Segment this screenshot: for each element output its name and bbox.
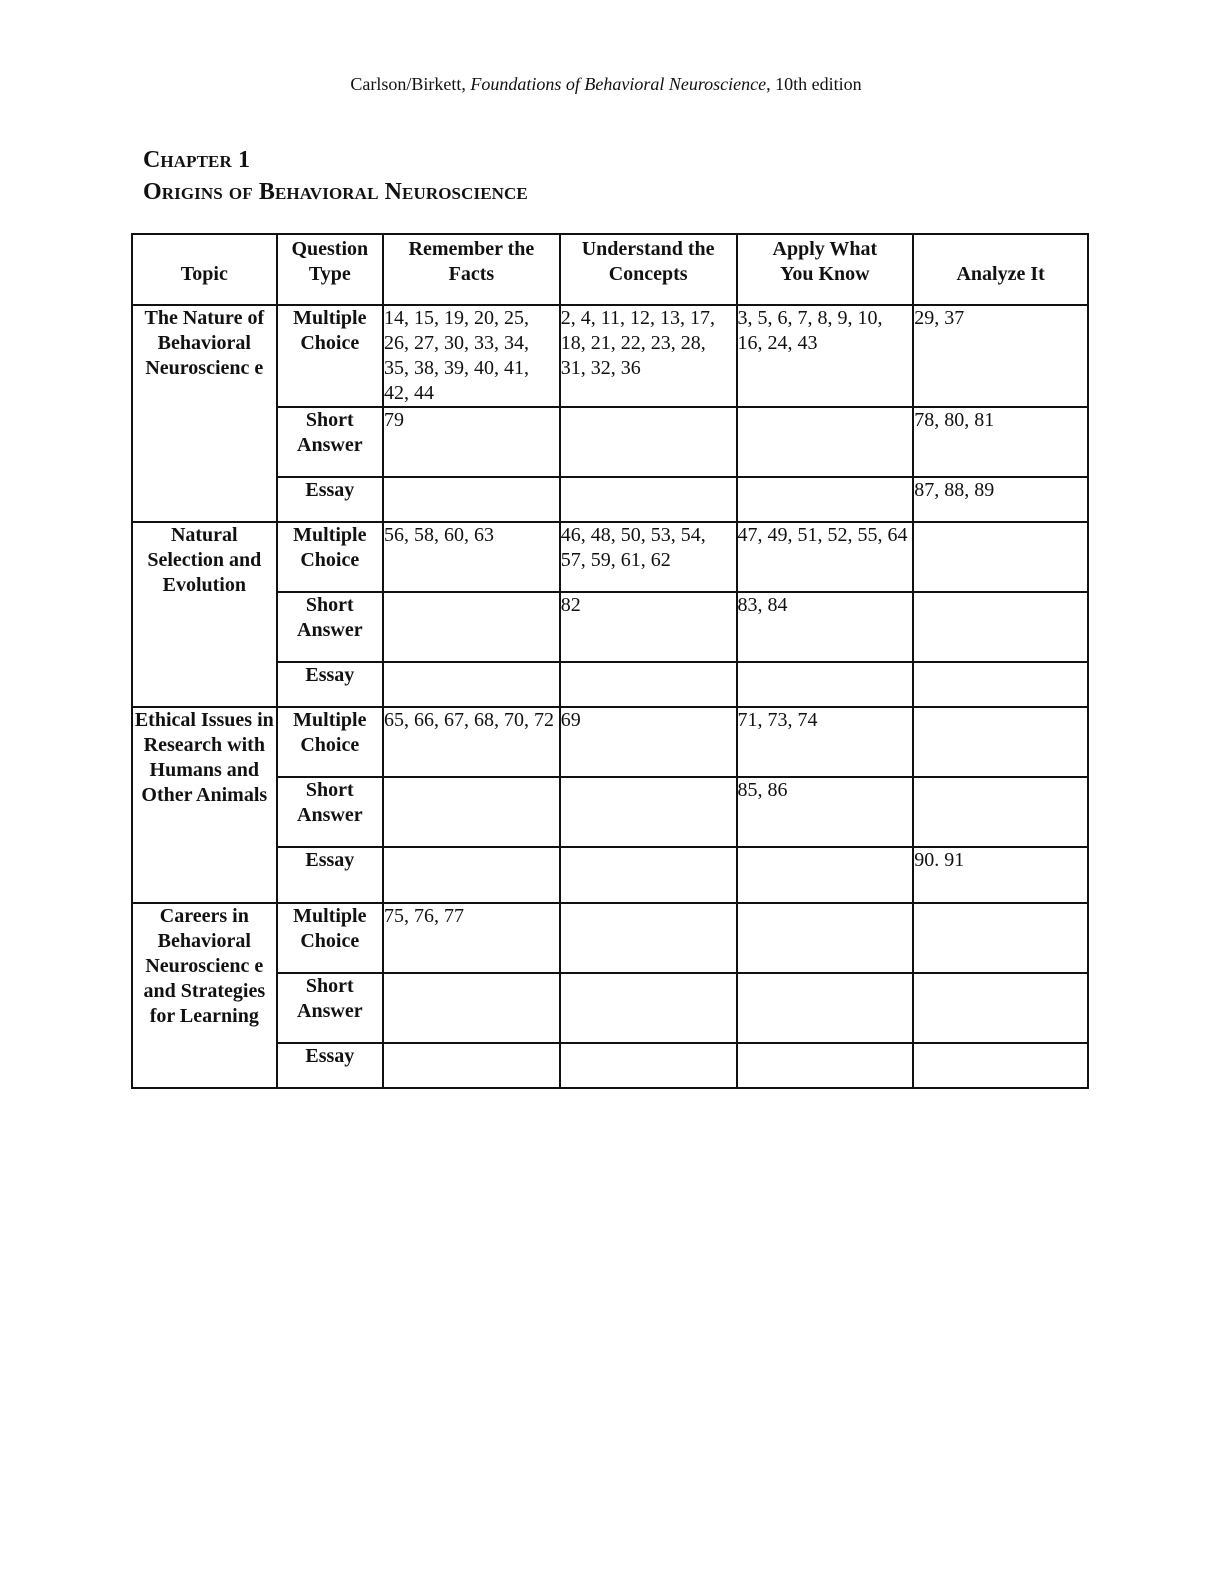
- qtype-essay: Essay: [277, 477, 383, 522]
- header-book-title: Foundations of Behavioral Neuroscience: [470, 74, 767, 94]
- cell-analyze: [913, 522, 1088, 592]
- qtype-essay: Essay: [277, 1043, 383, 1088]
- cell-apply: [737, 973, 914, 1043]
- cell-analyze: [913, 903, 1088, 973]
- cell-remember: [383, 477, 560, 522]
- cell-remember: 56, 58, 60, 63: [383, 522, 560, 592]
- table-row: [132, 903, 1088, 973]
- header-topic: Topic: [132, 234, 277, 305]
- cell-remember: [383, 1043, 560, 1088]
- qtype-short-answer: Short Answer: [277, 973, 383, 1043]
- cell-analyze: [913, 973, 1088, 1043]
- cell-analyze: [913, 777, 1088, 847]
- cell-understand: [560, 407, 737, 477]
- cell-remember: 75, 76, 77: [383, 903, 560, 973]
- header-row: [132, 234, 1088, 305]
- header-authors: Carlson/Birkett,: [350, 74, 471, 94]
- qtype-multiple-choice: Multiple Choice: [277, 305, 383, 407]
- qtype-essay: Essay: [277, 847, 383, 903]
- cell-remember: [383, 847, 560, 903]
- cell-apply: 47, 49, 51, 52, 55, 64: [737, 522, 914, 592]
- header-analyze-it: Analyze It: [913, 234, 1088, 305]
- question-matrix-table: [131, 233, 1089, 1089]
- qtype-multiple-choice: Multiple Choice: [277, 522, 383, 592]
- cell-analyze: [913, 662, 1088, 707]
- cell-understand: 69: [560, 707, 737, 777]
- topic-cell: The Nature of Behavioral Neuroscienc e: [132, 305, 277, 522]
- cell-analyze: [913, 707, 1088, 777]
- cell-analyze: 78, 80, 81: [913, 407, 1088, 477]
- header-edition: , 10th edition: [766, 74, 862, 94]
- qtype-short-answer: Short Answer: [277, 407, 383, 477]
- header-remember-facts: Remember the Facts: [383, 234, 560, 305]
- chapter-heading: [143, 144, 528, 208]
- table-row: [132, 305, 1088, 407]
- cell-apply: [737, 903, 914, 973]
- qtype-essay: Essay: [277, 662, 383, 707]
- cell-remember: [383, 592, 560, 662]
- cell-understand: [560, 777, 737, 847]
- running-header: [0, 72, 1212, 96]
- cell-remember: 14, 15, 19, 20, 25, 26, 27, 30, 33, 34, 35, 38, 39, 40, 41, 42, 44: [383, 305, 560, 407]
- qtype-multiple-choice: Multiple Choice: [277, 903, 383, 973]
- cell-apply: [737, 1043, 914, 1088]
- cell-understand: [560, 973, 737, 1043]
- cell-analyze: 87, 88, 89: [913, 477, 1088, 522]
- cell-understand: [560, 1043, 737, 1088]
- chapter-number: Chapter 1: [143, 147, 251, 173]
- cell-apply: 71, 73, 74: [737, 707, 914, 777]
- header-understand-concepts: Understand the Concepts: [560, 234, 737, 305]
- cell-apply: [737, 477, 914, 522]
- table-row: [132, 707, 1088, 777]
- cell-apply: 83, 84: [737, 592, 914, 662]
- header-question-type: Question Type: [277, 234, 383, 305]
- cell-understand: 82: [560, 592, 737, 662]
- cell-apply: 3, 5, 6, 7, 8, 9, 10, 16, 24, 43: [737, 305, 914, 407]
- cell-understand: [560, 477, 737, 522]
- cell-analyze: [913, 592, 1088, 662]
- chapter-title: Origins of Behavioral Neuroscience: [143, 179, 528, 205]
- cell-analyze: 90. 91: [913, 847, 1088, 903]
- cell-remember: 65, 66, 67, 68, 70, 72: [383, 707, 560, 777]
- cell-apply: 85, 86: [737, 777, 914, 847]
- cell-understand: [560, 903, 737, 973]
- cell-apply: [737, 407, 914, 477]
- cell-apply: [737, 662, 914, 707]
- qtype-short-answer: Short Answer: [277, 592, 383, 662]
- cell-apply: [737, 847, 914, 903]
- cell-remember: [383, 973, 560, 1043]
- cell-understand: 46, 48, 50, 53, 54, 57, 59, 61, 62: [560, 522, 737, 592]
- cell-remember: [383, 662, 560, 707]
- topic-cell: Careers in Behavioral Neuroscienc e and Strategies for Learning: [132, 903, 277, 1088]
- topic-cell: Natural Selection and Evolution: [132, 522, 277, 707]
- cell-understand: [560, 662, 737, 707]
- qtype-short-answer: Short Answer: [277, 777, 383, 847]
- cell-remember: 79: [383, 407, 560, 477]
- cell-understand: [560, 847, 737, 903]
- topic-cell: Ethical Issues in Research with Humans and Other Animals: [132, 707, 277, 903]
- cell-remember: [383, 777, 560, 847]
- cell-analyze: 29, 37: [913, 305, 1088, 407]
- cell-analyze: [913, 1043, 1088, 1088]
- header-apply-knowledge: Apply What You Know: [737, 234, 914, 305]
- cell-understand: 2, 4, 11, 12, 13, 17, 18, 21, 22, 23, 28, 31, 32, 36: [560, 305, 737, 407]
- table-row: [132, 522, 1088, 592]
- qtype-multiple-choice: Multiple Choice: [277, 707, 383, 777]
